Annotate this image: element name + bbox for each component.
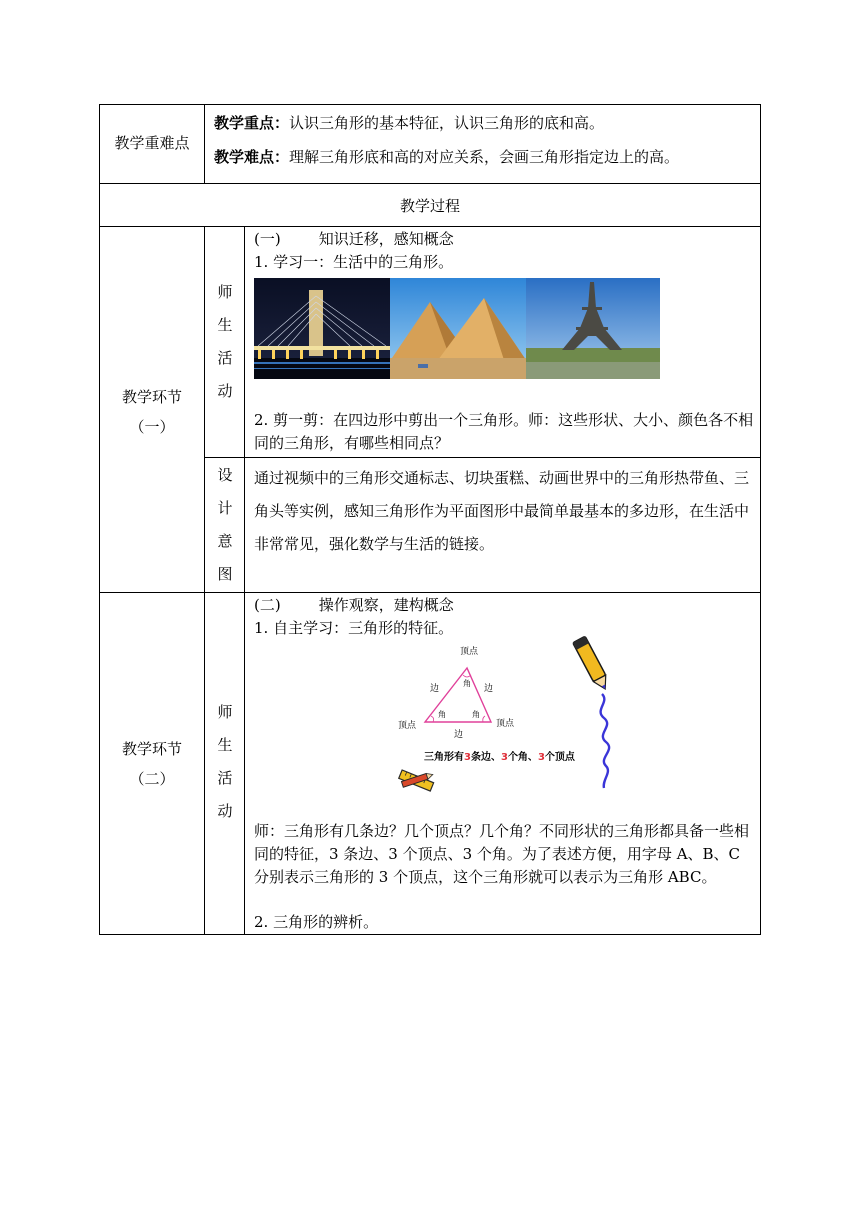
activity-char: 师	[217, 703, 233, 721]
section2-heading-text: 操作观察，建构概念	[318, 596, 454, 614]
activity-char: 动	[217, 382, 233, 400]
rule-after-focus	[99, 183, 761, 184]
rule-col1-sec2	[204, 592, 205, 935]
angle-arc-right	[483, 716, 485, 722]
pen-squiggle	[601, 694, 610, 788]
table-border-top	[99, 104, 761, 105]
tower-photo	[526, 278, 660, 379]
process-header: 教学过程	[399, 197, 460, 215]
section2-heading	[254, 594, 754, 616]
design-char: 设	[217, 466, 233, 484]
focus-row-label: 教学重难点	[114, 134, 190, 152]
difficulty-label: 教学难点：	[214, 148, 290, 166]
rule-after-sec1	[99, 592, 761, 593]
section1-design-text: 通过视频中的三角形交通标志、切块蛋糕、动画世界中的三角形热带鱼、三角头等实例，感知三角形作为平面图形中最简单最基本的多边形，在生活中非常常见，强化数学与生活的链接。	[254, 469, 750, 553]
summary-part: 个顶点	[544, 752, 575, 763]
section1-stage-label	[100, 382, 204, 442]
edge-label-left: 边	[430, 684, 440, 694]
rule-focus-divider	[204, 104, 205, 184]
section1-heading-text: 知识迁移，感知概念	[318, 230, 454, 248]
summary-number: 3	[500, 752, 508, 763]
angle-label-right: 角	[472, 710, 480, 719]
triangle-summary	[424, 750, 576, 763]
edge-label-bottom: 边	[454, 730, 464, 740]
angle-label-left: 角	[438, 710, 446, 719]
section2-stage-label	[100, 734, 204, 794]
table-border-right	[760, 104, 761, 935]
pencil-ruler-icon	[396, 767, 436, 795]
section1-stage: 教学环节	[121, 388, 182, 406]
angle-arc-left	[431, 716, 434, 722]
difficulty-line	[214, 146, 754, 169]
section2-activity-label	[206, 696, 244, 828]
rule-sec1-inner	[205, 457, 761, 458]
table-border-left	[99, 104, 100, 935]
section1-activity-label	[206, 276, 244, 408]
activity-char: 动	[217, 802, 233, 820]
activity-char: 生	[217, 736, 233, 754]
activity-char: 活	[217, 769, 233, 787]
activity-char: 活	[217, 349, 233, 367]
summary-number: 3	[537, 752, 545, 763]
activity-char: 师	[217, 283, 233, 301]
design-char: 意	[217, 532, 233, 550]
section1-heading	[254, 228, 754, 250]
section2-teacher-text: 师：三角形有几条边？几个顶点？几个角？不同形状的三角形都具备一些相同的特征，3 条边、3 个顶点、3 个角。为了表述方便，用字母 A、B、C 分别表示三角形的 3 个顶点，这个三角形就可以表示为三角形 ABC。	[254, 822, 750, 886]
vertex-label-left: 顶点	[398, 721, 417, 731]
key-point-text: 认识三角形的基本特征，认识三角形的底和高。	[289, 114, 605, 132]
section1-item1: 1. 学习一：生活中的三角形。	[254, 253, 454, 271]
bridge-night-image	[254, 278, 390, 379]
vertex-label-right: 顶点	[496, 719, 515, 729]
section1-heading-no: (一)	[254, 230, 281, 248]
key-point-label: 教学重点：	[214, 114, 290, 132]
triangle-shape	[425, 668, 494, 722]
summary-part: 条边、	[470, 752, 501, 763]
section2-stage-no: （二）	[129, 770, 175, 788]
angle-label-top: 角	[463, 679, 471, 688]
section2-item2: 2. 三角形的辨析。	[254, 913, 379, 931]
difficulty-text: 理解三角形底和高的对应关系，会画三角形指定边上的高。	[289, 148, 680, 166]
vertex-label-top: 顶点	[460, 647, 479, 657]
rule-col2-sec2	[244, 592, 245, 935]
design-char: 图	[217, 565, 233, 583]
section1-item2: 2. 剪一剪：在四边形中剪出一个三角形。师：这些形状、大小、颜色各不相同的三角形，有哪些相同点？	[254, 411, 754, 452]
section1-stage-no: （一）	[129, 418, 175, 436]
section2-stage: 教学环节	[121, 740, 182, 758]
summary-number: 3	[464, 752, 471, 763]
pen-icon	[572, 632, 616, 792]
rule-col1-sec1	[204, 226, 205, 593]
section1-design-label	[206, 459, 244, 591]
design-char: 计	[217, 499, 233, 517]
bridge-photo	[254, 278, 390, 379]
summary-part: 三角形有	[424, 752, 464, 763]
activity-char: 生	[217, 316, 233, 334]
key-point-line	[214, 112, 754, 135]
section2-item1: 1. 自主学习：三角形的特征。	[254, 619, 454, 637]
eiffel-tower-image	[526, 278, 660, 379]
edge-label-right: 边	[484, 684, 494, 694]
summary-part: 个角、	[507, 752, 538, 763]
table-border-bottom	[99, 934, 761, 935]
pyramids-photo	[390, 278, 526, 379]
rule-after-header	[99, 226, 761, 227]
pyramids-image	[390, 278, 526, 379]
rule-col2-sec1	[244, 226, 245, 593]
section2-heading-no: (二)	[254, 596, 281, 614]
